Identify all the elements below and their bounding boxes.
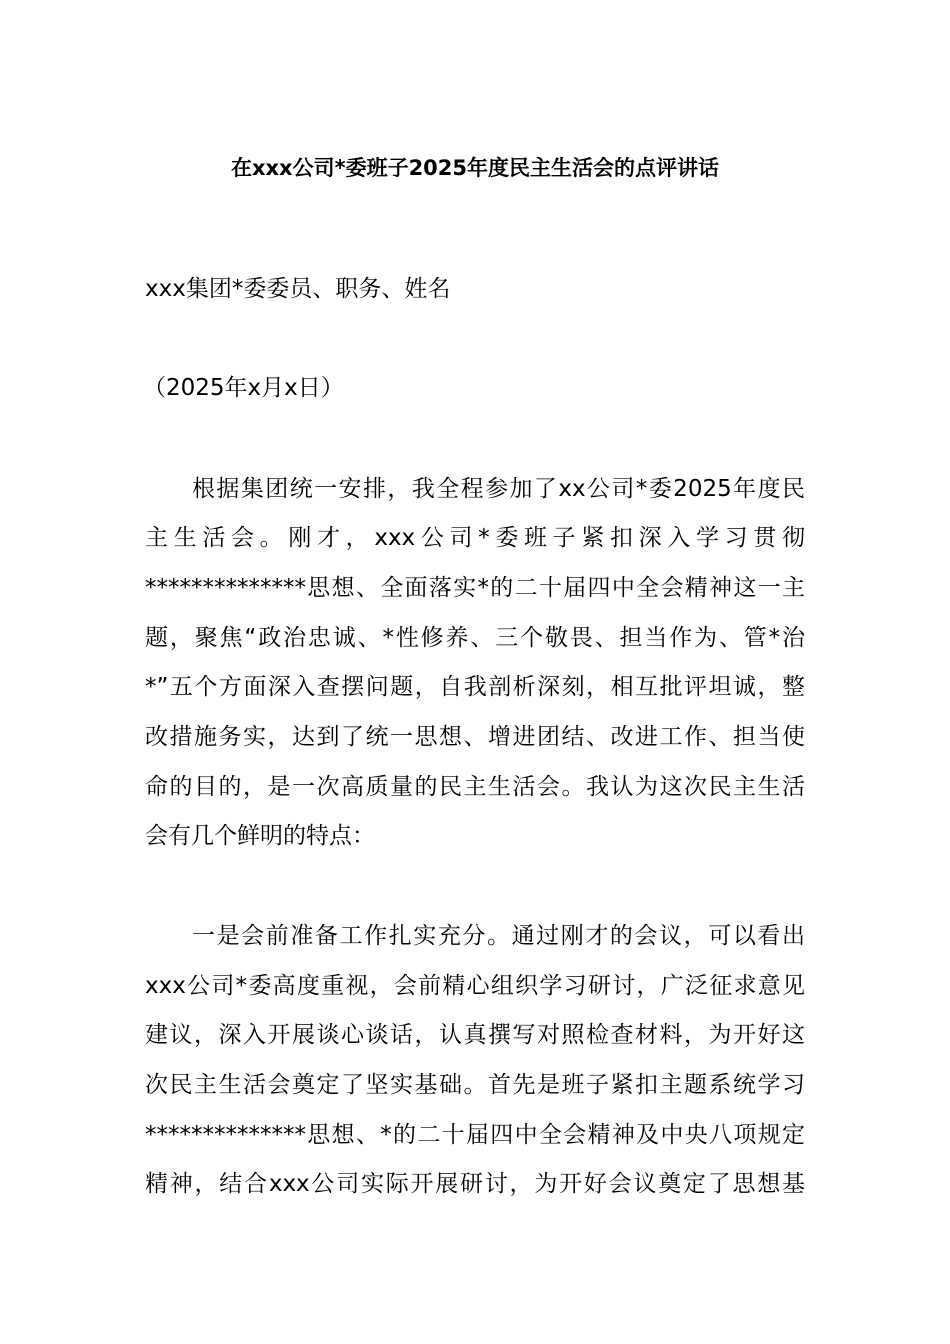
paragraph-1-line: 题，聚焦“政治忠诚、*性修养、三个敬畏、担当作为、管*治 [145,625,805,651]
paragraph-1-line: 会有几个鲜明的特点： [145,823,375,849]
paragraph-1-line: 改措施务实，达到了统一思想、增进团结、改进工作、担当使 [145,724,805,750]
paragraph-1-line: 命的目的，是一次高质量的民主生活会。我认为这次民主生活 [145,774,805,800]
paragraph-2-line: xxx公司*委高度重视，会前精心组织学习研讨，广泛征求意见 [145,973,805,999]
paragraph-2-line: **************思想、*的二十届四中全会精神及中央八项规定 [145,1122,805,1148]
author-line: xxx集团*委委员、职务、姓名 [145,276,451,302]
paragraph-2-line: 一是会前准备工作扎实充分。通过刚才的会议，可以看出 [192,923,805,949]
paragraph-2-line: 次民主生活会奠定了坚实基础。首先是班子紧扣主题系统学习 [145,1072,805,1098]
paragraph-2-line: 精神，结合xxx公司实际开展研讨，为开好会议奠定了思想基 [145,1171,805,1197]
paragraph-1-line: *”五个方面深入查摆问题，自我剖析深刻，相互批评坦诚，整 [145,674,805,700]
paragraph-1-line: **************思想、全面落实*的二十届四中全会精神这一主 [145,575,805,601]
paragraph-1-line: 根据集团统一安排，我全程参加了xx公司*委2025年度民 [192,476,805,502]
paragraph-1-line: 主生活会。刚才，xxx公司*委班子紧扣深入学习贯彻 [145,525,805,551]
date-line: （2025年x月x日） [143,375,344,401]
paragraph-2-line: 建议，深入开展谈心谈话，认真撰写对照检查材料，为开好这 [145,1022,805,1048]
document-title: 在xxx公司*委班子2025年度民主生活会的点评讲话 [230,156,720,180]
